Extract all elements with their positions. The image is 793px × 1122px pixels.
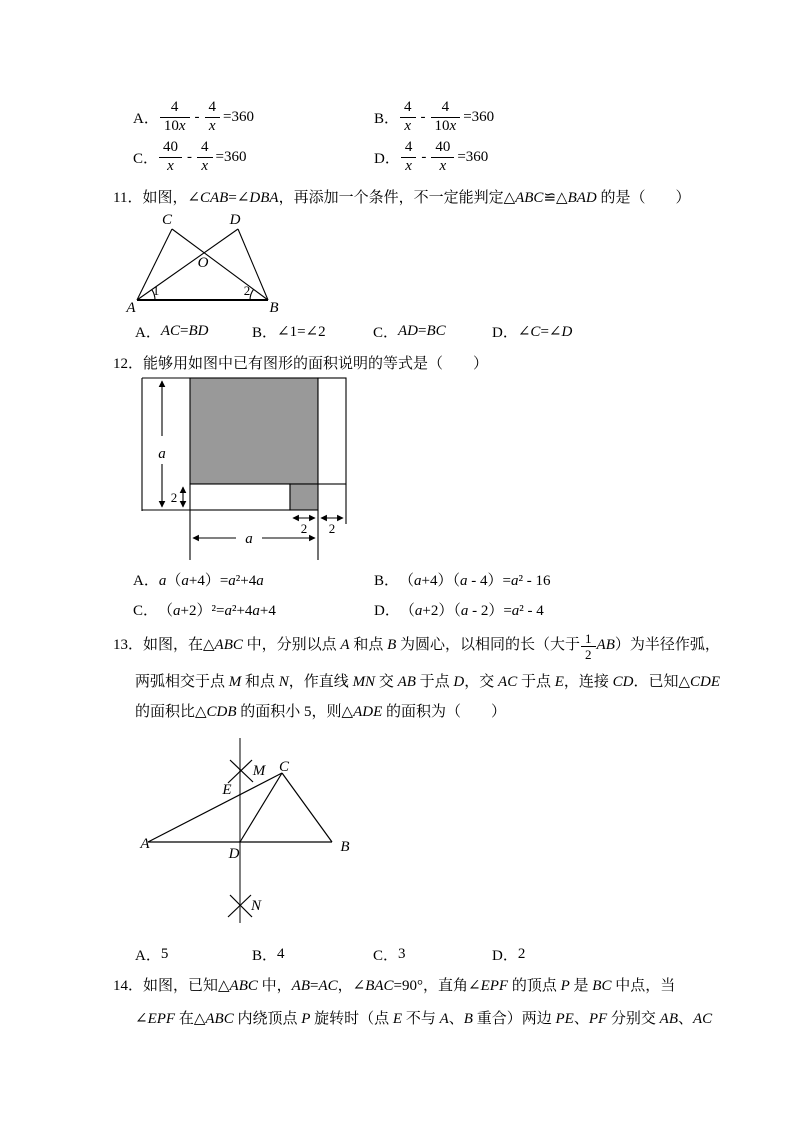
question-14-line2: ∠EPF 在△ABC 内绕顶点 P 旋转时（点 E 不与 A、B 重合）两边 PE、PF 分别交 AB、AC <box>135 1011 713 1027</box>
equation-rhs: =360 <box>457 148 489 165</box>
equation-rhs: =360 <box>215 148 247 165</box>
dim-label-a-bottom: a <box>245 531 253 547</box>
dim-label-2-right: 2 <box>328 521 336 536</box>
angle-2-arc <box>250 289 254 300</box>
segment-CB <box>282 773 332 842</box>
q10-option-c <box>133 140 246 175</box>
q13-option-b: B． 4 <box>252 946 285 964</box>
vertex-label-B: B <box>269 300 279 315</box>
fraction: $\frac{40}{x}$ <box>431 140 454 175</box>
angle-label-2: 2 <box>243 283 251 298</box>
fraction: $\frac{4}{x}$ <box>401 140 417 175</box>
vertex-label-D: D <box>229 212 241 228</box>
q13-option-d: D． 2 <box>492 946 526 964</box>
minus-operator: - <box>194 108 200 125</box>
right-white-strip <box>318 378 346 484</box>
q11-option-b: B． ∠1=∠2 <box>252 324 326 341</box>
option-letter: A． <box>133 110 159 127</box>
point-label-N: N <box>250 898 262 914</box>
dim-label-2-small: 2 <box>300 521 308 536</box>
point-label-M: M <box>252 763 266 779</box>
q10-option-d <box>374 140 488 175</box>
point-label-O: O <box>197 255 209 271</box>
segment-CB <box>172 229 268 300</box>
fraction: $\frac{4}{x}$ <box>400 100 416 135</box>
point-label-D: D <box>228 846 240 862</box>
segment-AC <box>148 773 282 842</box>
q12-option-c: C． （a+2）²=a²+4a+4 <box>133 603 276 619</box>
fraction: $\frac{40}{x}$ <box>159 140 182 175</box>
fraction: $\frac{4}{x}$ <box>205 100 221 135</box>
question-11-text: 11．如图，∠CAB=∠DBA，再添加一个条件，不一定能判定△ABC≌△BAD 的是（ ） <box>113 190 691 206</box>
angle-label-1: 1 <box>152 283 160 298</box>
figure-q11-crossed-triangles <box>125 212 290 315</box>
q11-option-c: C． AD=BC <box>373 323 446 341</box>
fraction: $\frac{4}{10x}$ <box>431 100 461 135</box>
question-13-line3: 的面积比△CDB 的面积小 5，则△ADE 的面积为（ ） <box>135 704 507 720</box>
small-gray-square <box>290 484 318 510</box>
vertex-label-C: C <box>161 212 173 228</box>
vertex-label-A: A <box>140 836 150 852</box>
fraction: $\frac{4}{10x}$ <box>160 100 190 135</box>
q13-option-c: C． 3 <box>373 946 406 964</box>
q12-option-d: D． （a+2）（a - 2）=a² - 4 <box>374 603 544 619</box>
bottom-white-strip <box>190 484 290 510</box>
dim-label-2-left: 2 <box>170 490 178 505</box>
q13-option-a: A． 5 <box>135 946 169 964</box>
q12-option-b: B． （a+4）（a - 4）=a² - 16 <box>374 573 551 589</box>
q11-option-a: A． AC=BD <box>135 323 209 341</box>
q11-option-d: D． ∠C=∠D <box>492 324 573 341</box>
option-letter: C． <box>133 150 159 167</box>
figure-q12-area-diagram <box>138 374 350 566</box>
minus-operator: - <box>421 148 427 165</box>
equation-rhs: =360 <box>223 108 254 125</box>
option-letter: B． <box>374 110 400 127</box>
option-letter: D． <box>374 150 400 167</box>
vertex-label-C: C <box>278 759 290 775</box>
question-13-line2: 两弧相交于点 M 和点 N，作直线 MN 交 AB 于点 D，交 AC 于点 E，连接 CD．已知△CDE <box>135 674 721 690</box>
minus-operator: - <box>420 108 426 125</box>
question-14-line1: 14．如图，已知△ABC 中，AB=AC，∠BAC=90°，直角∠EPF 的顶点 P 是 BC 中点，当 <box>113 978 676 994</box>
point-label-E: E <box>222 782 232 798</box>
question-12-text: 12．能够用如图中已有图形的面积说明的等式是（ ） <box>113 356 489 372</box>
dim-label-a-left: a <box>158 446 166 462</box>
q10-option-b <box>374 100 494 135</box>
arc-cross-M-stroke1 <box>230 760 253 782</box>
equation-rhs: =360 <box>463 108 495 125</box>
q12-option-a: A． a（a+4）=a²+4a <box>133 573 264 589</box>
question-13-line1: 13．如图，在△ABC 中，分别以点 A 和点 B 为圆心，以相同的长（大于 $\frac{1}{2}$ AB）为半径作弧， <box>113 630 720 662</box>
fraction: $\frac{4}{x}$ <box>197 140 213 175</box>
one-half-fraction: $\frac{1}{2}$ <box>581 632 596 661</box>
q10-option-a <box>133 100 254 135</box>
minus-operator: - <box>187 148 193 165</box>
vertex-label-A: A <box>126 300 136 315</box>
figure-q13-construction <box>138 735 353 927</box>
vertex-label-B: B <box>340 839 350 855</box>
large-gray-square <box>190 378 318 484</box>
